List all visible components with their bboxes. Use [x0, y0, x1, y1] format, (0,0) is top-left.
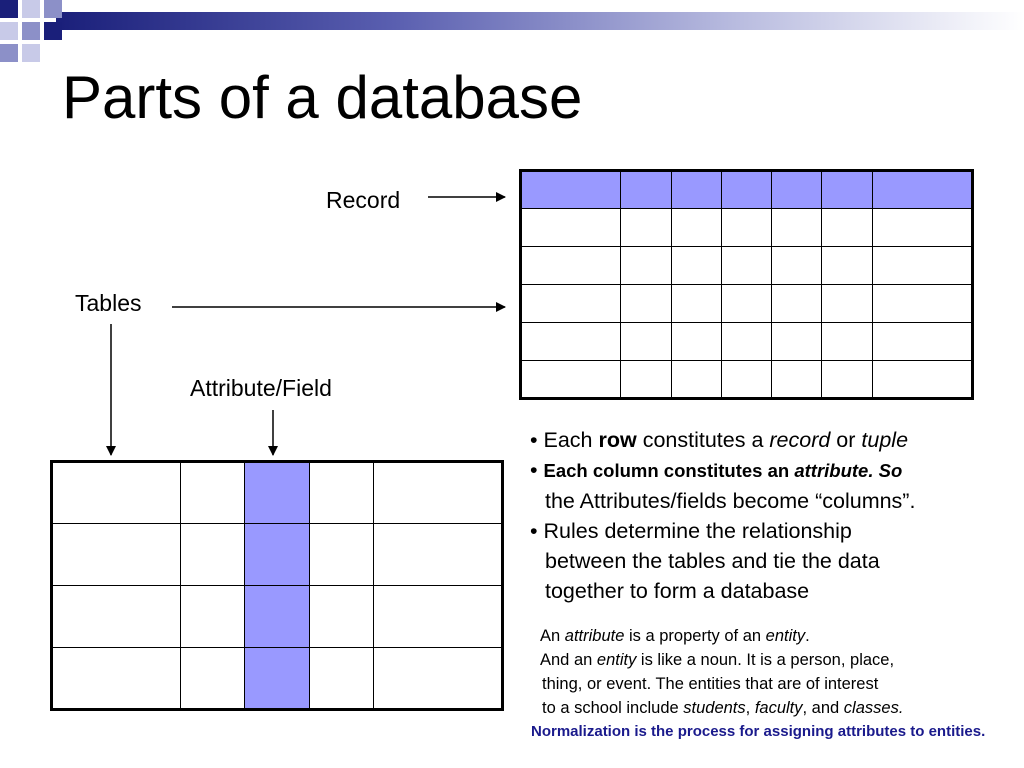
table-cell	[374, 648, 503, 710]
table-cell	[180, 524, 244, 586]
bullet-text: or	[830, 428, 862, 452]
table-row	[521, 361, 973, 399]
table-cell	[52, 586, 181, 648]
bullet-column-continuation: the Attributes/fields become “columns”.	[545, 489, 916, 513]
record-table	[519, 169, 974, 400]
table-cell-highlighted	[245, 462, 309, 524]
table-cell-highlighted	[245, 586, 309, 648]
normalization-note: Normalization is the process for assigning attributes to entities.	[531, 723, 986, 740]
table-cell	[52, 462, 181, 524]
bullet-rules-line3: together to form a database	[545, 579, 810, 603]
table-cell	[721, 247, 771, 285]
table-cell	[671, 209, 721, 247]
table-cell	[721, 209, 771, 247]
table-cell	[671, 247, 721, 285]
table-cell	[521, 209, 621, 247]
table-cell	[621, 323, 671, 361]
table-cell	[521, 247, 621, 285]
note-line	[530, 648, 1000, 672]
table-row	[52, 648, 503, 710]
table-cell	[309, 462, 373, 524]
table-cell	[621, 209, 671, 247]
bullet-row-record	[530, 425, 1010, 455]
table-cell	[872, 361, 972, 399]
table-cell	[772, 171, 822, 209]
table-cell	[521, 285, 621, 323]
entity-note	[530, 624, 1000, 720]
table-cell	[822, 171, 872, 209]
bullet-column-attribute	[530, 455, 1010, 486]
attribute-field-label: Attribute/Field	[190, 375, 332, 401]
note-italic-text: faculty	[754, 699, 803, 717]
bullet-italic-text: tuple	[861, 428, 909, 452]
note-italic-text: students	[683, 699, 746, 717]
note-italic-text: attribute	[564, 627, 625, 645]
table-cell	[721, 171, 771, 209]
table-cell	[872, 247, 972, 285]
table-cell	[822, 209, 872, 247]
note-text: to a school include	[542, 699, 684, 717]
table-row	[521, 285, 973, 323]
table-row	[521, 247, 973, 285]
table-cell	[374, 524, 503, 586]
table-cell	[872, 171, 972, 209]
table-cell	[872, 209, 972, 247]
bullet-bold-text: Each column constitutes an	[543, 460, 795, 481]
table-cell	[671, 361, 721, 399]
table-cell	[309, 648, 373, 710]
table-cell	[180, 586, 244, 648]
table-cell	[822, 361, 872, 399]
table-cell	[374, 462, 503, 524]
bullet-italic-text: record	[769, 428, 831, 452]
table-row	[521, 323, 973, 361]
tables-label: Tables	[75, 290, 142, 316]
note-text: , and	[802, 699, 844, 717]
table-cell	[671, 171, 721, 209]
bullet-text: • Each	[530, 428, 599, 452]
slide-title: Parts of a database	[62, 64, 583, 131]
table-row-highlighted	[521, 171, 973, 209]
note-italic-text: entity	[765, 627, 806, 645]
table-row	[52, 586, 503, 648]
note-text: is like a noun. It is a person, place,	[636, 651, 895, 669]
bullet-bold-italic-text: attribute. So	[794, 460, 903, 481]
table-cell	[721, 361, 771, 399]
note-text: ,	[745, 699, 755, 717]
table-cell	[772, 361, 822, 399]
table-cell	[772, 209, 822, 247]
note-italic-text: classes.	[843, 699, 904, 717]
table-cell	[52, 648, 181, 710]
table-row	[521, 209, 973, 247]
table-cell	[772, 285, 822, 323]
table-cell	[180, 648, 244, 710]
table-cell-highlighted	[245, 648, 309, 710]
bullet-rules-line2: between the tables and tie the data	[545, 549, 880, 573]
note-italic-text: entity	[596, 651, 637, 669]
table-cell	[621, 247, 671, 285]
bullet-rules-line1: • Rules determine the relationship	[530, 519, 852, 543]
table-cell	[772, 323, 822, 361]
note-line	[530, 696, 1000, 720]
table-cell	[772, 247, 822, 285]
table-cell	[671, 285, 721, 323]
bullet-bold-text: row	[598, 428, 637, 452]
table-row	[52, 462, 503, 524]
bullet-text: •	[530, 458, 544, 482]
record-label: Record	[326, 187, 401, 213]
table-cell	[309, 586, 373, 648]
note-text: An	[540, 627, 565, 645]
table-cell	[621, 285, 671, 323]
attribute-table	[50, 460, 504, 711]
table-row	[52, 524, 503, 586]
table-cell	[180, 462, 244, 524]
table-cell	[671, 323, 721, 361]
table-cell	[621, 171, 671, 209]
table-cell	[822, 247, 872, 285]
table-cell	[621, 361, 671, 399]
table-cell	[52, 524, 181, 586]
bullet-text: constitutes a	[636, 428, 770, 452]
table-cell	[822, 323, 872, 361]
table-cell	[822, 285, 872, 323]
bullet-list	[530, 425, 1010, 606]
note-text: And an	[540, 651, 597, 669]
table-cell	[872, 285, 972, 323]
table-cell	[374, 586, 503, 648]
table-cell	[521, 361, 621, 399]
table-cell	[309, 524, 373, 586]
table-cell	[721, 285, 771, 323]
table-cell	[872, 323, 972, 361]
table-cell-highlighted	[245, 524, 309, 586]
note-text: is a property of an	[624, 627, 766, 645]
table-cell	[521, 171, 621, 209]
table-cell	[721, 323, 771, 361]
table-cell	[521, 323, 621, 361]
note-line: thing, or event. The entities that are of interest	[542, 675, 879, 693]
note-line	[530, 624, 1000, 648]
note-text: .	[805, 627, 810, 645]
